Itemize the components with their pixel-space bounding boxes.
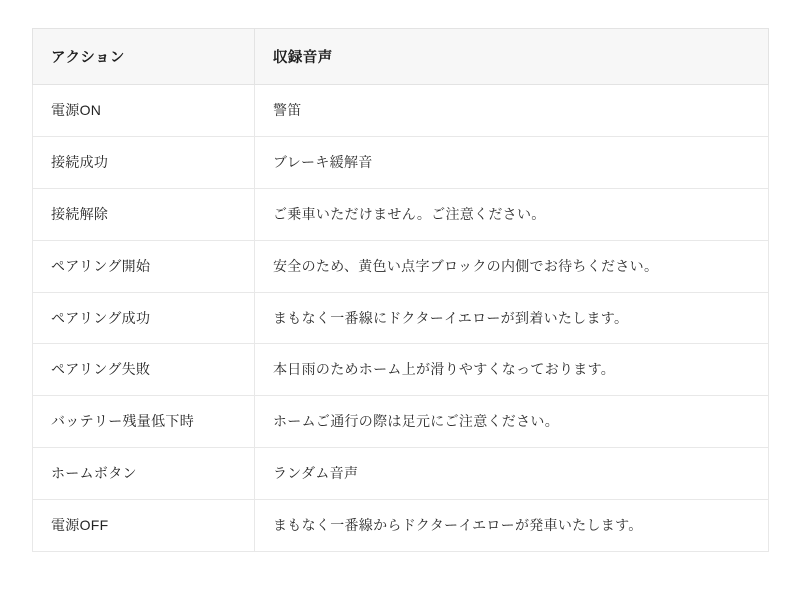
table-row: [33, 136, 769, 188]
cell-voice: 警笛: [255, 85, 769, 137]
table-row: [33, 240, 769, 292]
cell-action: 電源OFF: [33, 500, 255, 552]
cell-voice: まもなく一番線にドクターイエローが到着いたします。: [255, 292, 769, 344]
cell-action: ペアリング成功: [33, 292, 255, 344]
cell-action: ペアリング失敗: [33, 344, 255, 396]
table-header-row: [33, 29, 769, 85]
table-row: [33, 500, 769, 552]
table-header: [33, 29, 769, 85]
cell-voice: 安全のため、黄色い点字ブロックの内側でお待ちください。: [255, 240, 769, 292]
cell-action: 接続解除: [33, 188, 255, 240]
table-row: [33, 85, 769, 137]
cell-voice: ランダム音声: [255, 448, 769, 500]
column-header-voice: 収録音声: [255, 29, 769, 85]
table-row: [33, 344, 769, 396]
column-header-action: アクション: [33, 29, 255, 85]
cell-voice: まもなく一番線からドクターイエローが発車いたします。: [255, 500, 769, 552]
cell-voice: ご乗車いただけません。ご注意ください。: [255, 188, 769, 240]
table-row: [33, 292, 769, 344]
table-row: [33, 396, 769, 448]
cell-action: ホームボタン: [33, 448, 255, 500]
cell-action: 電源ON: [33, 85, 255, 137]
table-row: [33, 448, 769, 500]
action-voice-table: [32, 28, 769, 552]
table-row: [33, 188, 769, 240]
cell-action: バッテリー残量低下時: [33, 396, 255, 448]
table-body: [33, 85, 769, 552]
cell-voice: ホームご通行の際は足元にご注意ください。: [255, 396, 769, 448]
cell-voice: ブレーキ緩解音: [255, 136, 769, 188]
cell-voice: 本日雨のためホーム上が滑りやすくなっております。: [255, 344, 769, 396]
cell-action: ペアリング開始: [33, 240, 255, 292]
cell-action: 接続成功: [33, 136, 255, 188]
